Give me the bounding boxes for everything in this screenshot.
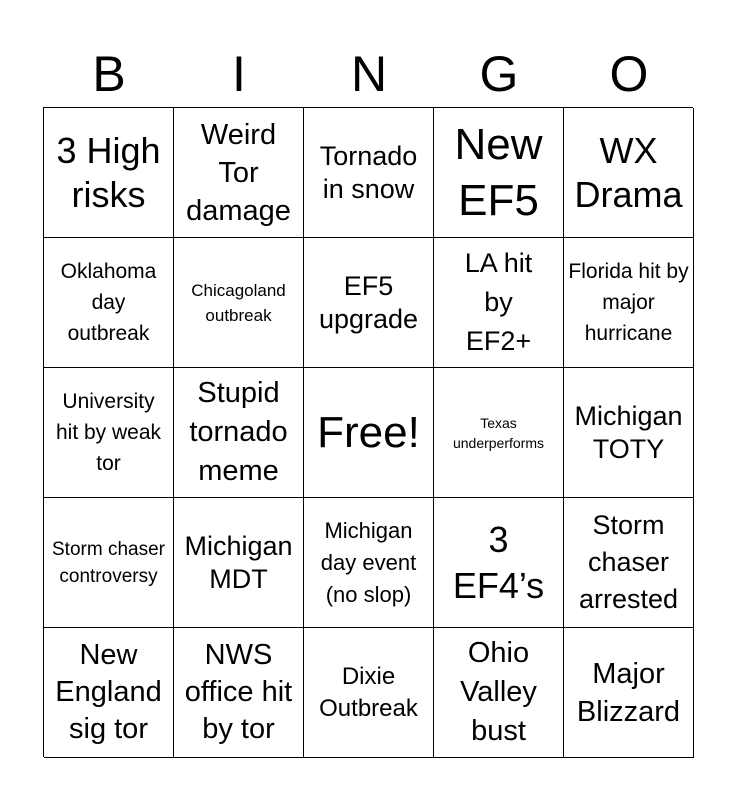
cell-text: WX Drama <box>574 129 683 215</box>
bingo-cell[interactable] <box>44 628 174 758</box>
cell-text: Stupid tornado meme <box>189 377 288 487</box>
bingo-card <box>43 107 693 757</box>
bingo-cell[interactable] <box>304 368 434 498</box>
bingo-cell[interactable] <box>44 498 174 628</box>
bingo-cell[interactable] <box>174 108 304 238</box>
bingo-cell[interactable] <box>44 108 174 238</box>
cell-text: Storm chaser arrested <box>578 510 679 614</box>
cell-text: University hit by weak tor <box>55 390 162 475</box>
cell-text: 3 High risks <box>56 129 161 215</box>
cell-text: New England sig tor <box>55 639 162 745</box>
free-space: Free! <box>317 407 420 457</box>
bingo-cell[interactable] <box>304 108 434 238</box>
header-letter-i: I <box>232 46 246 102</box>
bingo-cell[interactable] <box>174 498 304 628</box>
bingo-cell[interactable] <box>564 498 694 628</box>
cell-text: NWS office hit by tor <box>184 639 293 745</box>
bingo-cell[interactable] <box>564 108 694 238</box>
bingo-cell[interactable] <box>44 368 174 498</box>
header-letter-g: G <box>479 46 519 102</box>
bingo-cell[interactable] <box>174 238 304 368</box>
cell-text: Florida hit by major hurricane <box>568 260 689 345</box>
cell-text: EF5 upgrade <box>318 270 419 334</box>
bingo-cell[interactable] <box>564 628 694 758</box>
bingo-cell[interactable] <box>304 238 434 368</box>
cell-text: LA hit by EF2+ <box>464 248 533 356</box>
cell-text: Michigan day event (no slop) <box>320 517 417 607</box>
cell-text: New EF5 <box>454 119 543 225</box>
cell-text: Weird Tor damage <box>186 118 291 227</box>
bingo-cell[interactable] <box>434 498 564 628</box>
bingo-header <box>44 44 694 104</box>
bingo-cell[interactable] <box>434 108 564 238</box>
bingo-cell[interactable] <box>304 628 434 758</box>
cell-text: 3 EF4’s <box>452 518 545 606</box>
bingo-cell[interactable] <box>564 368 694 498</box>
cell-text: Chicagoland outbreak <box>191 280 286 325</box>
bingo-cell[interactable] <box>174 628 304 758</box>
cell-text: Major Blizzard <box>576 657 681 728</box>
bingo-cell[interactable] <box>304 498 434 628</box>
header-letter-o: O <box>609 46 649 102</box>
bingo-cell[interactable] <box>434 628 564 758</box>
cell-text: Tornado in snow <box>319 140 418 204</box>
cell-text: Oklahoma day outbreak <box>60 260 157 345</box>
cell-text: Storm chaser controversy <box>52 538 165 587</box>
bingo-cell[interactable] <box>44 238 174 368</box>
header-letter-n: N <box>350 46 388 102</box>
cell-text: Ohio Valley bust <box>460 637 537 747</box>
cell-text: Michigan TOTY <box>574 400 683 464</box>
cell-text: Michigan MDT <box>184 530 293 594</box>
bingo-cell[interactable] <box>434 368 564 498</box>
bingo-cell[interactable] <box>174 368 304 498</box>
bingo-cell[interactable] <box>564 238 694 368</box>
cell-text: Dixie Outbreak <box>319 662 418 722</box>
header-letter-b: B <box>92 46 126 102</box>
cell-text: Texas underperforms <box>452 414 545 451</box>
bingo-cell[interactable] <box>434 238 564 368</box>
